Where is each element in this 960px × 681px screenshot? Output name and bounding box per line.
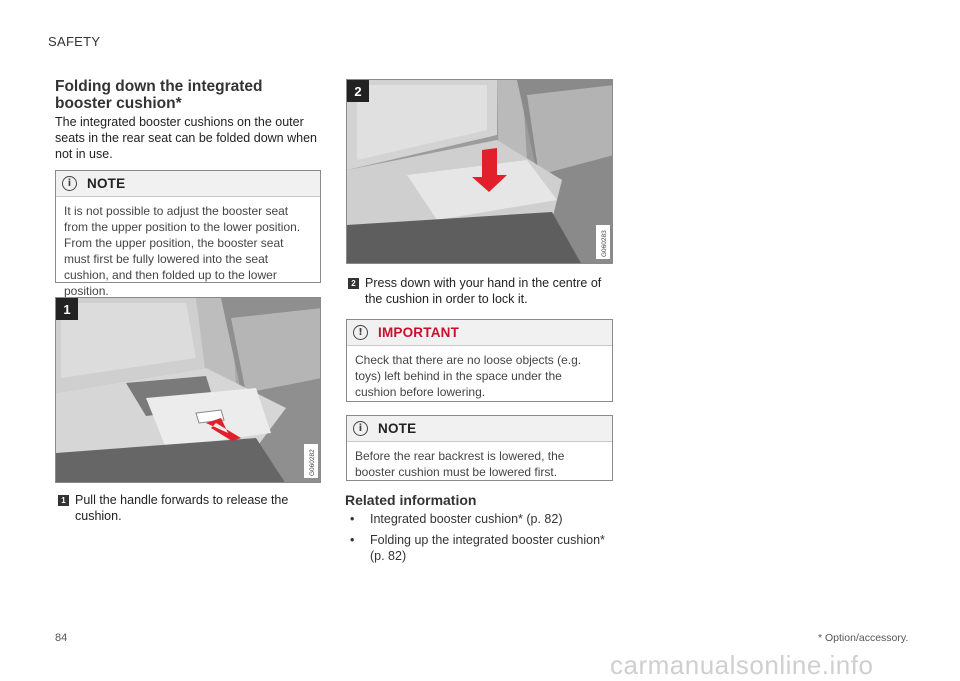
step-text: Press down with your hand in the centre of the cushion in order to lock it. bbox=[365, 276, 602, 306]
note-text: It is not possible to adjust the booster seat from the upper position to the lower position. From the upper position, the booster seat must first be fully lowered into the seat cushion, and then folded up to the lower position. bbox=[64, 204, 301, 298]
related-link[interactable] bbox=[350, 532, 615, 564]
bullet-icon: • bbox=[350, 512, 355, 526]
important-text: Check that there are no loose objects (e.g. toys) left behind in the space under the cushion before lowering. bbox=[355, 353, 582, 399]
note-label: NOTE bbox=[87, 176, 126, 191]
note-box bbox=[55, 170, 321, 298]
important-header bbox=[347, 320, 612, 346]
info-icon: i bbox=[353, 421, 368, 436]
related-link[interactable] bbox=[350, 511, 615, 527]
important-box bbox=[346, 319, 613, 402]
related-link-text[interactable]: Integrated booster cushion* (p. 82) bbox=[370, 512, 563, 526]
related-link-text[interactable]: Folding up the integrated booster cushion* (p. 82) bbox=[370, 533, 605, 563]
illustration-booster-lock bbox=[347, 80, 613, 264]
step-text: Pull the handle forwards to release the cushion. bbox=[75, 493, 289, 523]
figure-code: G060283 bbox=[601, 230, 608, 257]
figure-pull-handle bbox=[55, 297, 321, 483]
figure-badge: 2 bbox=[354, 84, 362, 99]
illustration-booster-release bbox=[56, 298, 321, 483]
info-icon: i bbox=[62, 176, 77, 191]
step-number: 2 bbox=[348, 278, 359, 289]
exclamation-icon: ! bbox=[353, 325, 368, 340]
section-label: SAFETY bbox=[48, 34, 101, 49]
note-header bbox=[56, 171, 320, 197]
step-number: 1 bbox=[58, 495, 69, 506]
related-heading: Related information bbox=[345, 492, 477, 508]
step-1 bbox=[58, 492, 324, 524]
intro-paragraph: The integrated booster cushions on the outer seats in the rear seat can be folded down when not in use. bbox=[55, 115, 317, 161]
bullet-icon: • bbox=[350, 533, 355, 547]
note-text: Before the rear backrest is lowered, the booster cushion must be lowered first. bbox=[355, 449, 565, 479]
page-title: Folding down the integrated booster cushion* bbox=[55, 78, 263, 112]
page-number: 84 bbox=[55, 632, 68, 644]
important-label: IMPORTANT bbox=[378, 325, 460, 340]
figure-press-down bbox=[346, 79, 613, 264]
step-2 bbox=[348, 275, 613, 307]
note-header bbox=[347, 416, 612, 442]
watermark: carmanualsonline.info bbox=[610, 650, 874, 680]
footnote: * Option/accessory. bbox=[818, 632, 909, 644]
note-label: NOTE bbox=[378, 421, 417, 436]
note-box bbox=[346, 415, 613, 481]
figure-badge: 1 bbox=[63, 302, 71, 317]
figure-code: G060282 bbox=[309, 449, 316, 476]
